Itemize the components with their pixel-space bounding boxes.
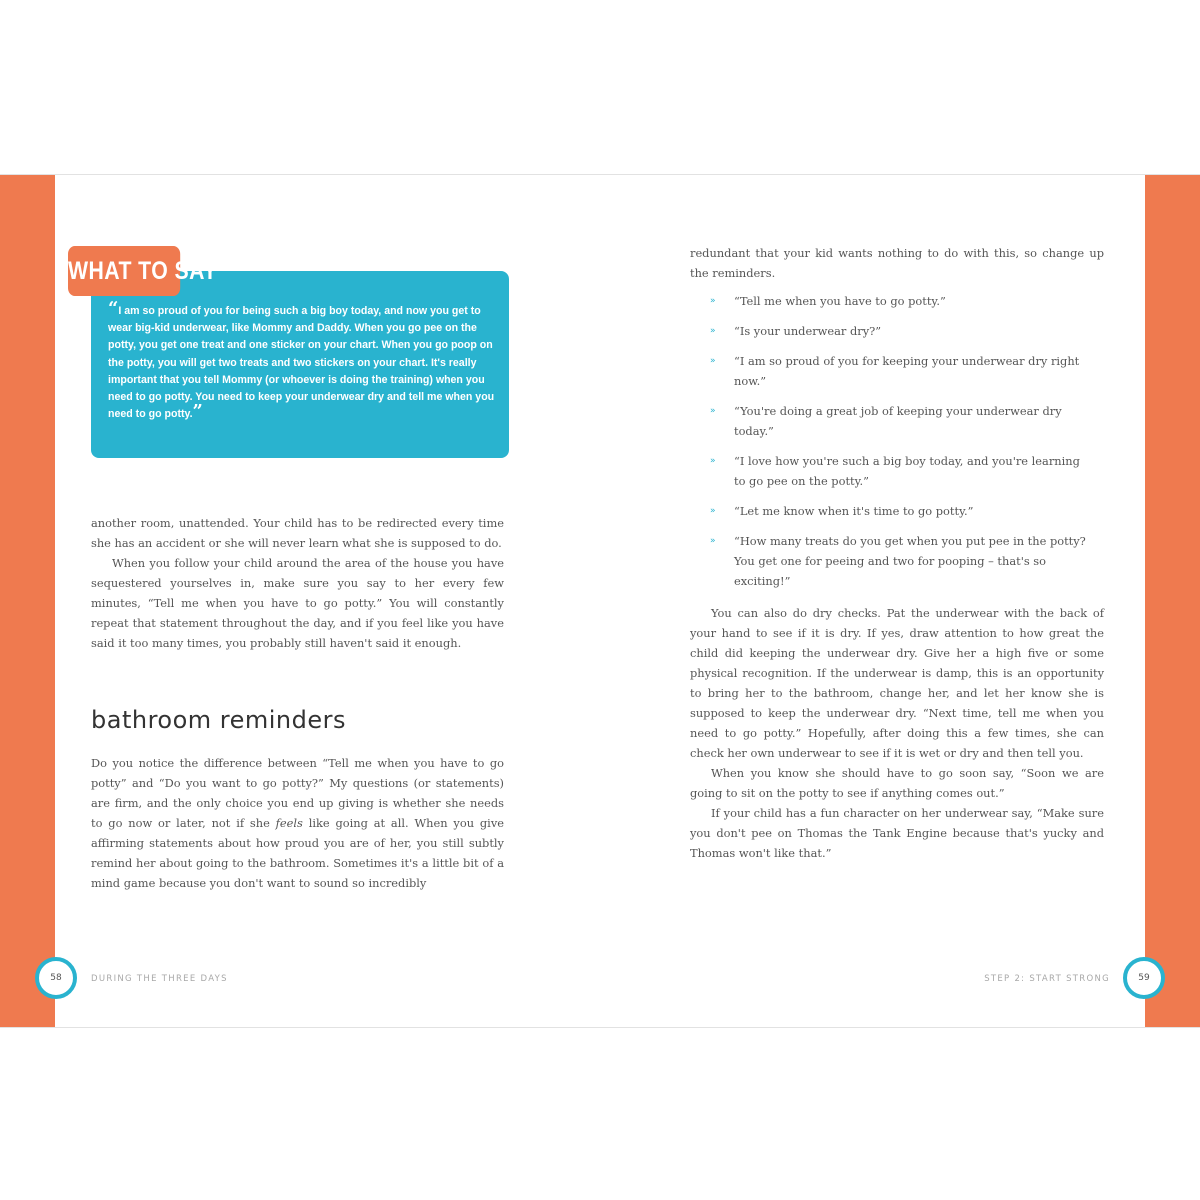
right-paragraph-1: redundant that your kid wants nothing to do with this, so change up the reminders. [690,246,1104,280]
left-paragraph-2: When you follow your child around the area of the house you have sequestered yourselves in, make sure you say to her every few minutes, “Tell me when you have to go potty.” You will constantly repeat that statement throughout the day, and if you feel like you have said it too many times, you probably still haven't said it enough. [91,556,504,650]
left-paragraph-3-start: Do you notice the difference between “Tell me when you have to go potty” and “Do you want to go potty?” My questions (or statements) are firm, and the only choice you end up giving is whether she needs to go now or later, not if she [91,756,504,830]
bullet-text: “How many treats do you get when you put pee in the potty? You get one for peeing and two for pooping – that's so exciting!” [734,534,1086,588]
bullet-arrow-icon: » [710,456,716,466]
bullet-text: “Let me know when it's time to go potty.” [734,504,974,518]
left-page-body-top [91,513,504,653]
right-paragraph-4: If your child has a fun character on her underwear say, “Make sure you don't pee on Thomas the Tank Engine because that's yucky and Thomas won't like that.” [690,806,1104,860]
page-number-left: 58 [35,957,77,999]
callout-quote-text: I am so proud of you for being such a big boy today, and now you get to wear big-kid underwear, like Mommy and Daddy. When you go pee on the potty, you get one treat and one sticker on your chart. When you go poop on the potty, you will get two treats and two stickers on your chart. It's really important that you tell Mommy (or whoever is doing the training) when you need to go potty. You need to keep your underwear dry and tell me when you need to go potty. [108,305,495,421]
bullet-text: “Tell me when you have to go potty.” [734,294,946,308]
page-number-right: 59 [1123,957,1165,999]
bullet-arrow-icon: » [710,326,716,336]
bullet-arrow-icon: » [710,406,716,416]
left-paragraph-3 [91,753,504,893]
right-paragraph-2: You can also do dry checks. Pat the underwear with the back of your hand to see if it is dry. If yes, draw attention to how great the child did keeping the underwear dry. Give her a high five or some physical recognition. If the underwear is damp, this is an opportunity to bring her to the bathroom, change her, and let her know she is supposed to keep the underwear dry. “Next time, tell me when you need to go potty.” Hopefully, after doing this a few times, she can check her own underwear to see if it is wet or dry and then tell you. [690,606,1104,760]
left-paragraph-3-italic: feels [275,816,303,830]
list-item [710,451,1090,491]
bullet-text: “You're doing a great job of keeping your underwear dry today.” [734,404,1062,438]
book-spread [0,174,1200,1028]
list-item [710,291,1090,311]
what-to-say-callout-box [91,271,509,458]
right-page-body-bottom [690,603,1104,863]
list-item [710,401,1090,441]
list-item [710,501,1090,521]
bullet-arrow-icon: » [710,356,716,366]
bullet-text: “I am so proud of you for keeping your underwear dry right now.” [734,354,1080,388]
bullet-text: “Is your underwear dry?” [734,324,882,338]
reminder-bullet-list [710,291,1090,601]
left-page-body-bottom [91,753,504,893]
left-paragraph-1: another room, unattended. Your child has to be redirected every time she has an accident or she will never learn what she is supposed to do. [91,516,504,550]
section-heading: bathroom reminders [91,706,347,734]
bullet-text: “I love how you're such a big boy today, and you're learning to go pee on the potty.” [734,454,1080,488]
what-to-say-tag: WHAT TO SAY [68,246,180,296]
close-quote-icon: ” [192,401,203,423]
right-page-orange-edge [1145,175,1200,1027]
list-item [710,531,1090,591]
right-paragraph-3: When you know she should have to go soon say, “Soon we are going to sit on the potty to see if anything comes out.” [690,766,1104,800]
open-quote-icon: “ [108,298,119,319]
callout-quote [108,298,496,423]
left-page-orange-edge [0,175,55,1027]
bullet-arrow-icon: » [710,296,716,306]
bullet-arrow-icon: » [710,536,716,546]
bullet-arrow-icon: » [710,506,716,516]
list-item [710,321,1090,341]
right-page-body-top [690,243,1104,283]
left-paragraph-3-end: like going at all. When you give affirming statements about how proud you are of her, you still subtly remind her about going to the bathroom. Sometimes it's a little bit of a mind game because you don't want to sound so incredibly [91,816,505,890]
running-head-left: DURING THE THREE DAYS [91,974,228,984]
running-head-right: STEP 2: START STRONG [984,974,1110,984]
list-item [710,351,1090,391]
